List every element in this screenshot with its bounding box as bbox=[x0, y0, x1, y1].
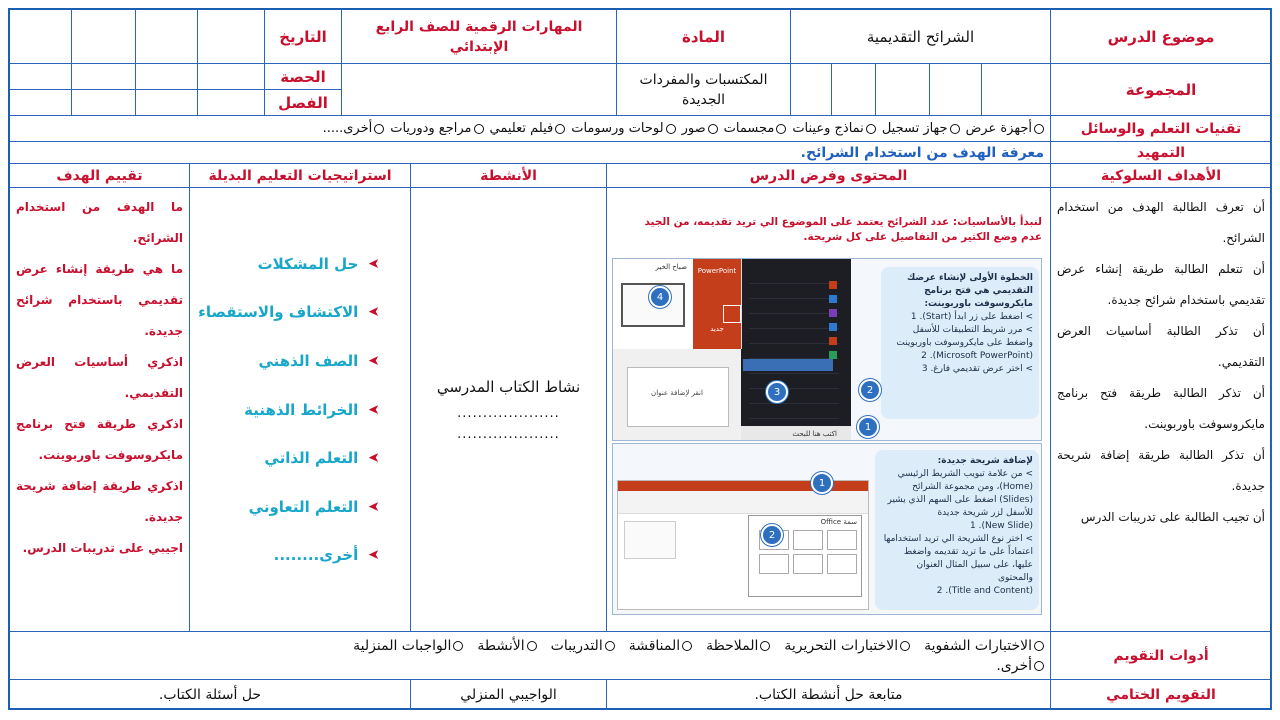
date-box bbox=[136, 10, 198, 64]
new-slide-note bbox=[875, 450, 1039, 610]
tool-option[interactable] bbox=[571, 121, 675, 136]
arrow-icon: ➤ bbox=[368, 498, 380, 515]
step-marker: 2 bbox=[761, 524, 783, 546]
radio-circle-icon bbox=[900, 641, 910, 651]
assessment-option[interactable] bbox=[706, 638, 770, 654]
period-box bbox=[136, 64, 198, 90]
assessment-row bbox=[10, 638, 1050, 654]
radio-circle-icon bbox=[708, 124, 718, 134]
content-header: المحتوى وفرض الدرس bbox=[607, 164, 1051, 188]
radio-circle-icon bbox=[866, 124, 876, 134]
topic-value: الشرائح التقديمية bbox=[791, 10, 1051, 64]
tool-option[interactable] bbox=[792, 121, 876, 136]
objective-item: أن تتعلم الطالبة طريقة إنشاء عرض تقديمي باستخدام شرائح جديدة. bbox=[1057, 262, 1265, 307]
step-marker: 1 bbox=[811, 472, 833, 494]
activity-dots: .................... bbox=[457, 426, 560, 442]
arrow-icon: ➤ bbox=[368, 304, 380, 321]
objectives-list bbox=[1051, 188, 1272, 632]
strategy-label: حل المشكلات bbox=[257, 254, 359, 273]
strategy-label: التعلم التعاوني bbox=[248, 497, 359, 516]
strategy-item bbox=[190, 434, 410, 483]
ppt-sidebar bbox=[693, 259, 741, 349]
tool-option-label: جهاز تسجيل bbox=[881, 121, 948, 136]
strategy-item bbox=[190, 288, 410, 337]
arrow-icon: ➤ bbox=[368, 401, 380, 418]
radio-circle-icon bbox=[1034, 641, 1044, 651]
group-box bbox=[876, 64, 930, 116]
tool-option[interactable] bbox=[323, 121, 385, 136]
new-label: جديد bbox=[710, 325, 724, 333]
arrow-icon: ➤ bbox=[368, 547, 380, 564]
tool-option[interactable] bbox=[490, 121, 566, 136]
ppt-title: PowerPoint bbox=[697, 267, 737, 275]
tool-option[interactable] bbox=[390, 121, 483, 136]
content-cell bbox=[607, 188, 1051, 632]
intro-label: التمهيد bbox=[1051, 142, 1272, 164]
assessment-option-label: الاختبارات التحريرية bbox=[784, 637, 899, 654]
homework-value: حل أسئلة الكتاب. bbox=[10, 680, 411, 710]
note-line: (Microsoft PowerPoint). 2 bbox=[921, 351, 1033, 361]
class-box bbox=[72, 90, 136, 116]
final-label: التقويم الختامي bbox=[1051, 680, 1272, 710]
note-line: (Title and Content). 2 bbox=[936, 586, 1033, 596]
class-box bbox=[198, 90, 265, 116]
assessment-option-label: الاختبارات الشفوية bbox=[924, 637, 1032, 654]
activity-dots: .................... bbox=[457, 405, 560, 421]
date-box bbox=[198, 10, 265, 64]
content-intro-text: لنبدأ بالأساسيات: عدد الشرائح يعتمد على الموضوع الي تريد تقديمه، من الجيد عدم وضع الكثير من التفاصيل على كل شريحة. bbox=[644, 216, 1042, 243]
objective-item: أن تذكر الطالبة أساسيات العرض التقديمي. bbox=[1057, 324, 1265, 369]
assessment-option[interactable] bbox=[353, 638, 463, 654]
vocab-box bbox=[342, 64, 617, 116]
period-label: الحصة bbox=[265, 64, 342, 90]
strategy-item bbox=[190, 385, 410, 434]
strategy-label: الاكتشاف والاستقصاء bbox=[198, 303, 359, 322]
tools-options bbox=[10, 116, 1051, 142]
start-menu-image bbox=[741, 259, 851, 441]
assessment-option[interactable] bbox=[477, 638, 536, 654]
evaluation-list bbox=[10, 188, 190, 632]
office-theme-label: سمة Office bbox=[820, 518, 857, 526]
radio-circle-icon bbox=[666, 124, 676, 134]
objective-item: أن تذكر الطالبة طريقة فتح برنامج مايكروسوفت باوربوينت. bbox=[1057, 386, 1265, 431]
radio-circle-icon bbox=[682, 641, 692, 651]
strategy-item bbox=[190, 337, 410, 386]
activity-text: نشاط الكتاب المدرسي bbox=[436, 377, 581, 396]
arrow-icon: ➤ bbox=[368, 352, 380, 369]
group-box bbox=[930, 64, 982, 116]
group-label: المجموعة bbox=[1051, 64, 1272, 116]
note-line: > اختر نوع الشريحة الي تريد استخدامها اعتماداً على ما تريد تقديمه واضغط عليها، على سبيل المثال العنوان والمحتوى bbox=[883, 534, 1033, 583]
tool-option[interactable] bbox=[682, 121, 718, 136]
evaluation-item: اجيبي على تدريبات الدرس. bbox=[22, 541, 183, 555]
tool-option[interactable] bbox=[724, 121, 787, 136]
assessment-row bbox=[10, 658, 1050, 674]
tool-option-label: مراجع ودوريات bbox=[390, 121, 472, 136]
new-doc-icon bbox=[723, 305, 741, 323]
assessment-options bbox=[10, 632, 1051, 680]
assessment-option-label: الواجبات المنزلية bbox=[353, 637, 452, 654]
activities-header: الأنشطة bbox=[411, 164, 607, 188]
assessment-option-label: أخرى. bbox=[996, 657, 1032, 674]
homework-label: الواجيبي المنزلي bbox=[411, 680, 607, 710]
vocab-value: المكتسبات والمفردات الجديدة bbox=[617, 64, 791, 116]
activities-cell bbox=[411, 188, 607, 632]
step-marker: 2 bbox=[859, 379, 881, 401]
date-label: التاريخ bbox=[265, 10, 342, 64]
assessment-label: أدوات التقويم bbox=[1051, 632, 1272, 680]
radio-circle-icon bbox=[555, 124, 565, 134]
objective-item: أن تعرف الطالبة الهدف من استخدام الشرائح. bbox=[1057, 200, 1265, 245]
open-powerpoint-note bbox=[881, 267, 1039, 419]
evaluation-header: تقييم الهدف bbox=[10, 164, 190, 188]
radio-circle-icon bbox=[760, 641, 770, 651]
tool-option[interactable] bbox=[882, 121, 960, 136]
radio-circle-icon bbox=[527, 641, 537, 651]
group-box bbox=[832, 64, 876, 116]
note-line: الخطوة الأولى لإنشاء عرضك التقديمي هي فتح برنامج مايكروسوفت باوربوينت: bbox=[907, 273, 1033, 309]
period-box bbox=[72, 64, 136, 90]
tools-label: تقنيات التعلم والوسائل bbox=[1051, 116, 1272, 142]
slide-caption: انقر لإضافة عنوان bbox=[651, 389, 703, 397]
strategy-label: الصف الذهني bbox=[258, 351, 359, 370]
assessment-option[interactable] bbox=[996, 658, 1044, 674]
strategy-label: الخرائط الذهنية bbox=[244, 400, 359, 419]
class-box bbox=[136, 90, 198, 116]
evaluation-item: اذكري طريقة إضافة شريحة جديدة. bbox=[16, 479, 183, 524]
assessment-option-label: الملاحظة bbox=[706, 637, 759, 654]
tool-option-label: مجسمات bbox=[723, 121, 775, 136]
note-line: > اختر عرض تقديمي فارغ. 3 bbox=[921, 364, 1033, 374]
step-marker: 4 bbox=[649, 286, 671, 308]
tool-option-label: نماذج وعينات bbox=[792, 121, 864, 136]
tool-option-label: أخرى..... bbox=[322, 121, 373, 136]
assessment-option[interactable] bbox=[551, 638, 615, 654]
strategy-label: أخرى........ bbox=[273, 546, 359, 565]
powerpoint-start-image bbox=[613, 259, 742, 349]
strategy-label: التعلم الذاتي bbox=[264, 449, 359, 468]
assessment-option-label: المناقشة bbox=[628, 637, 681, 654]
open-powerpoint-figure bbox=[612, 258, 1042, 441]
new-slide-figure bbox=[612, 443, 1042, 615]
strategies-list bbox=[190, 188, 411, 632]
strategy-item bbox=[190, 239, 410, 288]
radio-circle-icon bbox=[605, 641, 615, 651]
radio-circle-icon bbox=[950, 124, 960, 134]
arrow-icon: ➤ bbox=[368, 450, 380, 467]
evaluation-item: اذكري طريقة فتح برنامج مايكروسوفت باوربوينت. bbox=[16, 417, 183, 462]
objective-item: أن تذكر الطالبة طريقة إضافة شريحة جديدة. bbox=[1057, 448, 1265, 493]
radio-circle-icon bbox=[776, 124, 786, 134]
assessment-option[interactable] bbox=[629, 638, 692, 654]
tool-option-label: فيلم تعليمي bbox=[489, 121, 554, 136]
search-bar: اكتب هنا للبحث bbox=[741, 426, 851, 441]
final-value: متابعة حل أنشطة الكتاب. bbox=[607, 680, 1051, 710]
evaluation-item: ما الهدف من استخدام الشرائح. bbox=[16, 200, 183, 245]
strategy-item bbox=[190, 531, 410, 580]
radio-circle-icon bbox=[374, 124, 384, 134]
objectives-header: الأهداف السلوكية bbox=[1051, 164, 1272, 188]
intro-value: معرفة الهدف من استخدام الشرائح. bbox=[10, 142, 1051, 164]
note-line: (New Slide). 1 bbox=[970, 521, 1033, 531]
radio-circle-icon bbox=[474, 124, 484, 134]
lesson-plan-table bbox=[8, 8, 1272, 710]
assessment-option-label: التدريبات bbox=[550, 637, 603, 654]
step-marker: 3 bbox=[766, 381, 788, 403]
assessment-option[interactable] bbox=[924, 638, 1044, 654]
step-marker: 1 bbox=[857, 416, 879, 438]
date-box bbox=[72, 10, 136, 64]
ribbon-screenshot bbox=[617, 480, 869, 610]
topic-label: موضوع الدرس bbox=[1051, 10, 1272, 64]
objective-item: أن تجيب الطالبة على تدريبات الدرس bbox=[1080, 510, 1265, 524]
radio-circle-icon bbox=[1034, 661, 1044, 671]
subject-value: المهارات الرقمية للصف الرابع الإبتدائي bbox=[342, 10, 617, 64]
class-box bbox=[10, 90, 72, 116]
group-box bbox=[791, 64, 832, 116]
arrow-icon: ➤ bbox=[368, 255, 380, 272]
note-line: > من علامة تبويب الشريط الرئيسي (Home)، ومن مجموعة الشرائح (Slides) اضغط على السهم الذي يشير للأسفل لزر شريحة جديدة bbox=[887, 469, 1033, 518]
period-box bbox=[198, 64, 265, 90]
note-line: > اضغط على زر ابدأ (Start). 1 bbox=[910, 312, 1033, 322]
strategy-item bbox=[190, 482, 410, 531]
subject-label: المادة bbox=[617, 10, 791, 64]
assessment-option[interactable] bbox=[784, 638, 910, 654]
note-line: > مرر شريط التطبيقات للأسفل واضغط على مايكروسوفت باوربوينت bbox=[896, 325, 1033, 348]
tool-option-label: صور bbox=[681, 121, 706, 136]
note-line: لإضافة شريحة جديدة: bbox=[937, 456, 1033, 466]
class-label: الفصل bbox=[265, 90, 342, 116]
period-box bbox=[10, 64, 72, 90]
welcome-text: صباح الخير bbox=[655, 263, 687, 271]
tool-option-label: لوحات ورسومات bbox=[571, 121, 664, 136]
evaluation-item: ما هي طريقة إنشاء عرض تقديمي باستخدام شرائح جديدة. bbox=[16, 262, 183, 338]
radio-circle-icon bbox=[1034, 124, 1044, 134]
blank-slide-image bbox=[613, 349, 741, 441]
assessment-option-label: الأنشطة bbox=[477, 637, 525, 654]
date-box bbox=[10, 10, 72, 64]
evaluation-item: اذكري أساسيات العرض التقديمي. bbox=[16, 355, 183, 400]
tool-option-label: أجهزة عرض bbox=[965, 121, 1032, 136]
tool-option[interactable] bbox=[966, 121, 1044, 136]
strategies-header: استراتيجيات التعليم البديلة bbox=[190, 164, 411, 188]
radio-circle-icon bbox=[453, 641, 463, 651]
group-box bbox=[982, 64, 1051, 116]
